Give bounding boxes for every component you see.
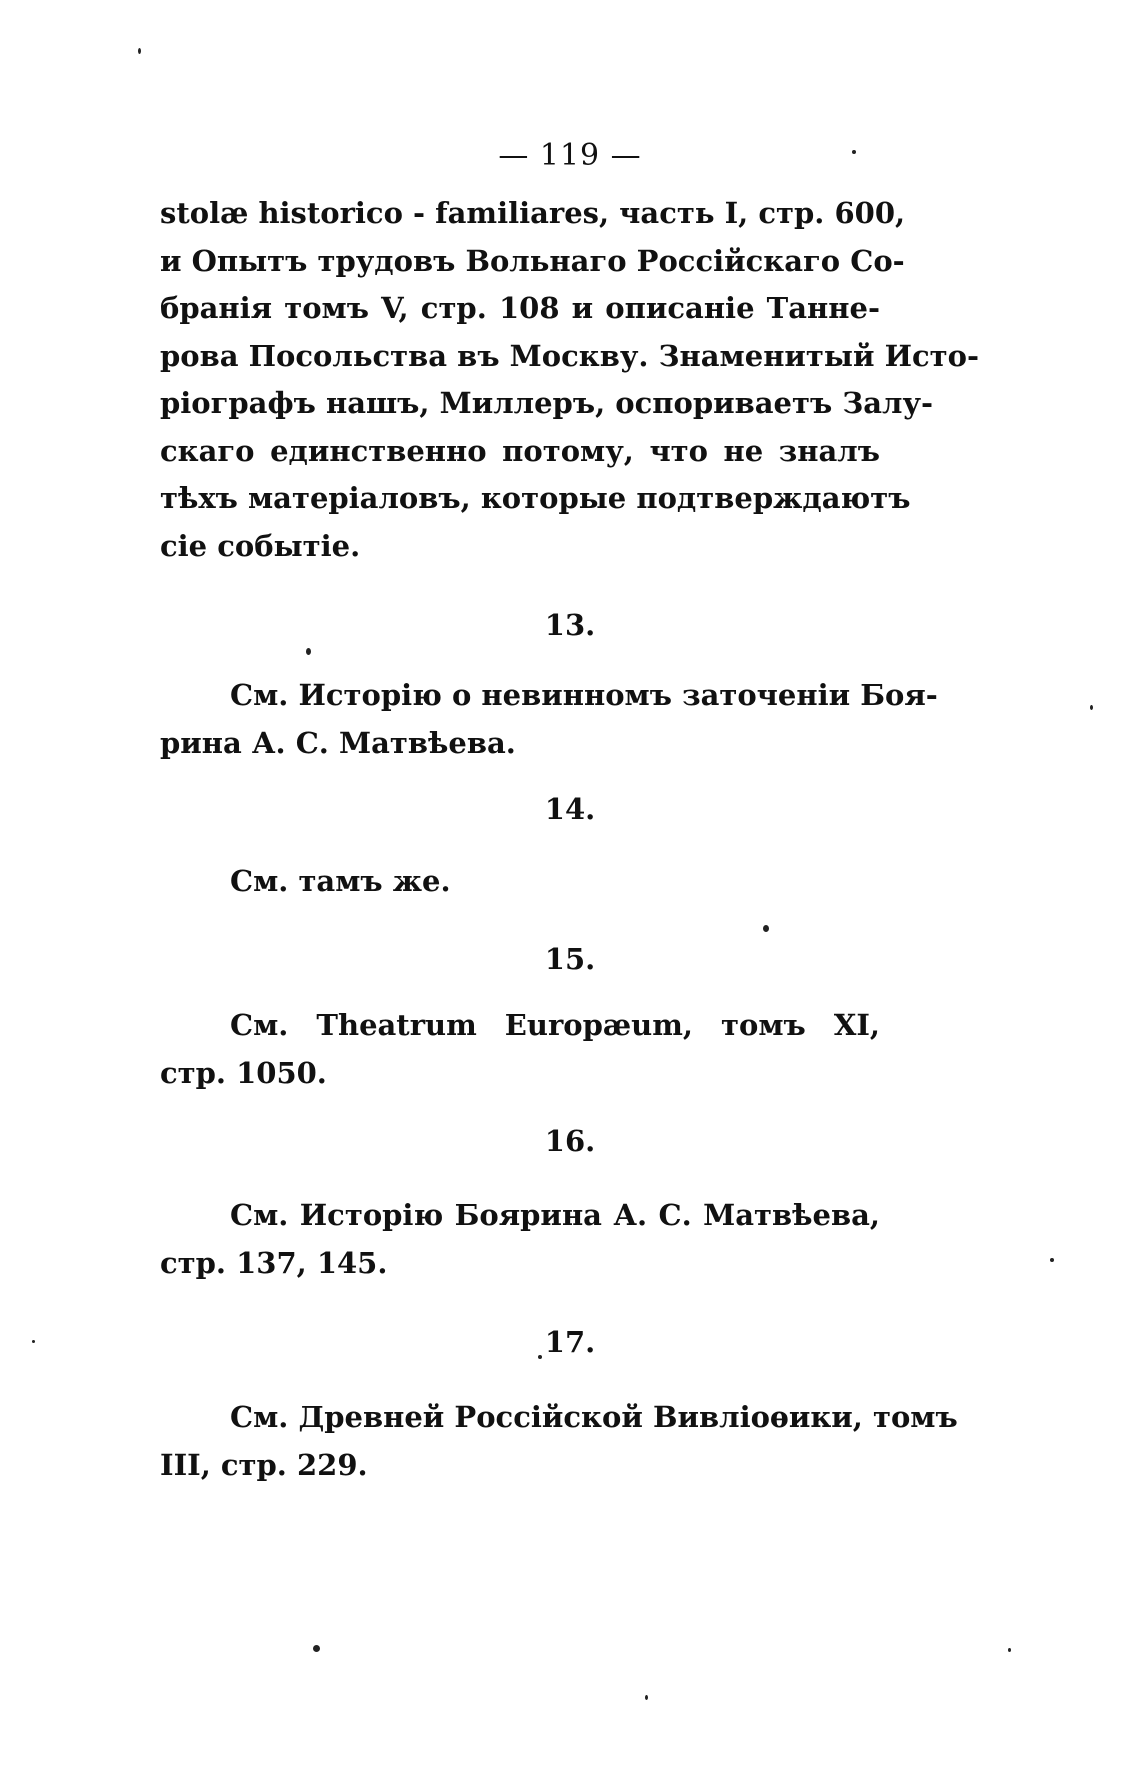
ink-speck [1008, 1648, 1011, 1652]
text-line: III, стр. 229. [160, 1447, 368, 1482]
ink-speck [313, 1645, 320, 1652]
ink-speck [852, 150, 856, 154]
note-16-text [160, 1192, 880, 1287]
note-number-16: 16. [544, 1124, 596, 1158]
note-number-17: 17. [544, 1325, 596, 1359]
note-12-text [160, 190, 979, 570]
text-line: См. Theatrum Europæum, томъ XI, [230, 1008, 880, 1042]
ink-speck [1090, 705, 1093, 710]
text-line: См. Исторію о невинномъ заточеніи Боя- [230, 678, 938, 712]
text-line: бранія томъ V, стр. 108 и описаніе Танне- [160, 291, 880, 325]
note-number-15: 15. [544, 942, 596, 976]
text-line: скаго единственно потому, что не зналъ [160, 433, 880, 468]
ink-speck [763, 925, 769, 932]
text-line: рова Посольства въ Москву. Знаменитый Исто- [160, 338, 979, 373]
note-15-text [160, 1002, 880, 1097]
text-line: тѣхъ матеріаловъ, которые подтверждаютъ [160, 481, 911, 515]
note-17-text [160, 1394, 958, 1489]
text-line: сіе событіе. [160, 528, 361, 563]
note-number-13: 13. [544, 608, 596, 642]
text-line: ріографъ нашъ, Миллеръ, оспориваетъ Залу- [160, 386, 934, 420]
ink-speck [645, 1695, 648, 1700]
text-line: stolæ historico - familiares, часть I, стр. 600, [160, 196, 906, 230]
text-line: стр. 137, 145. [160, 1245, 388, 1280]
ink-speck [306, 648, 311, 655]
text-line: рина А. С. Матвѣева. [160, 725, 516, 760]
text-line: стр. 1050. [160, 1055, 327, 1090]
text-line: См. Исторію Боярина А. С. Матвѣева, [230, 1198, 880, 1232]
note-number-14: 14. [544, 792, 596, 826]
note-13-text [160, 672, 938, 767]
note-14-text [160, 858, 880, 906]
ink-speck [32, 1340, 35, 1343]
page-number: — 119 — [498, 138, 642, 173]
text-line: и Опытъ трудовъ Вольнаго Россійскаго Со- [160, 243, 905, 278]
text-line: См. Древней Россійской Вивліоѳики, томъ [230, 1400, 958, 1434]
text-line: См. тамъ же. [230, 864, 451, 898]
ink-speck [538, 1355, 542, 1359]
ink-speck [138, 48, 141, 54]
ink-speck [1050, 1258, 1054, 1262]
